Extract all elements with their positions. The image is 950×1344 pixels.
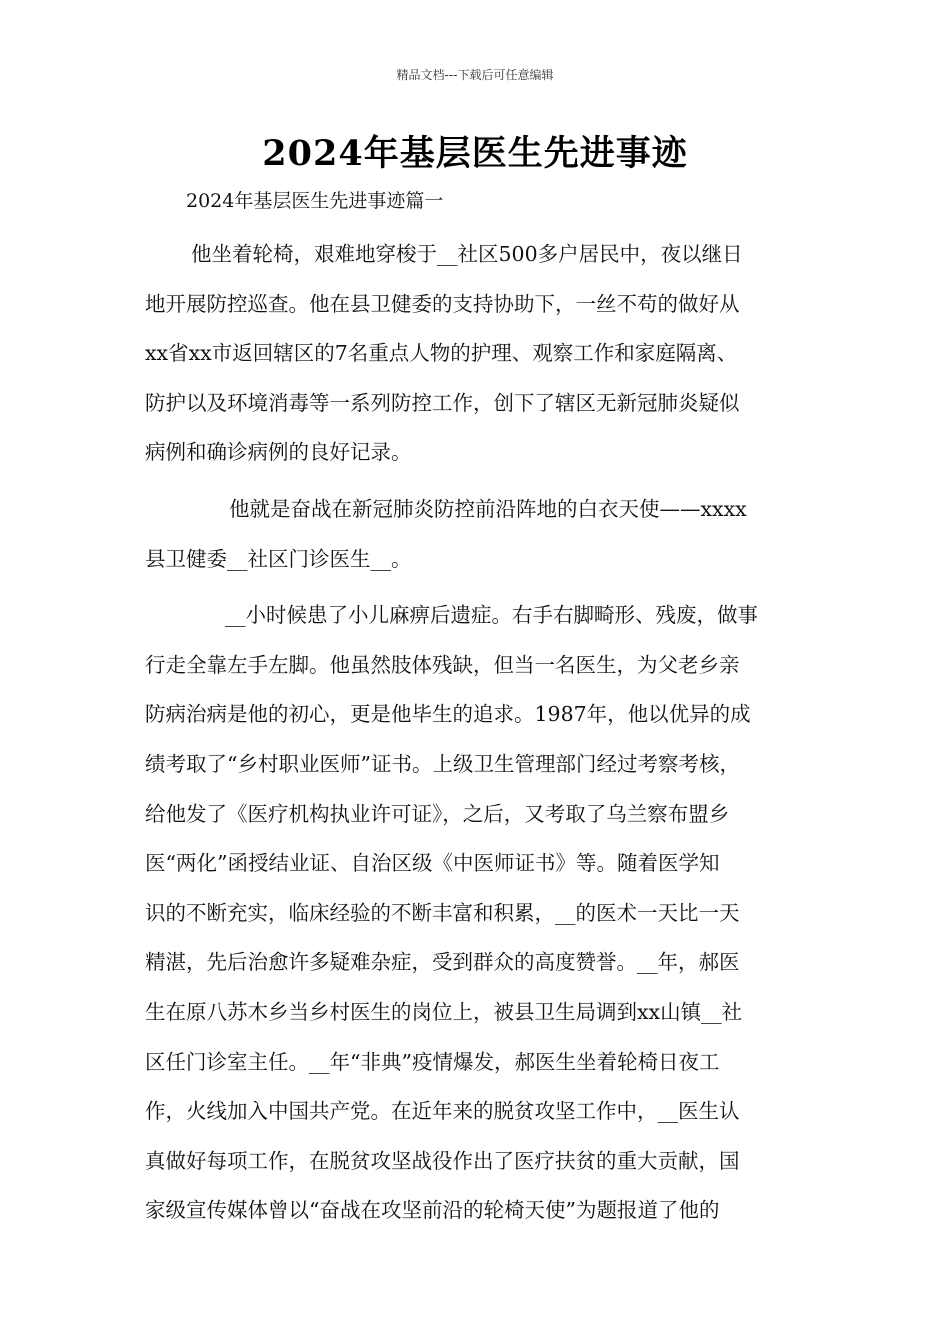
paragraph-line: 给他发了《医疗机构执业许可证》，之后，又考取了乌兰察布盟乡 [145,801,730,826]
section-subtitle: 2024年基层医生先进事迹篇一 [186,190,444,212]
paragraph-line: 县卫健委__社区门诊医生__。 [145,546,412,571]
document-title: 2024年基层医生先进事迹 [262,133,688,174]
page-header: 精品文档---下载后可任意编辑 [396,68,554,82]
paragraph-line: 家级宣传媒体曾以“奋战在攻坚前沿的轮椅天使”为题报道了他的 [145,1198,720,1223]
paragraph-line: 病例和确诊病例的良好记录。 [145,440,412,465]
paragraph-line: xx省xx市返回辖区的7名重点人物的护理、观察工作和家庭隔离、 [145,341,738,366]
paragraph-line: 行走全靠左手左脚。他虽然肢体残缺，但当一名医生，为父老乡亲 [145,652,740,677]
paragraph-line: 医“两化”函授结业证、自治区级《中医师证书》等。随着医学知 [145,851,720,876]
paragraph-line: 识的不断充实，临床经验的不断丰富和积累，__的医术一天比一天 [145,900,740,925]
paragraph-line: 防护以及环境消毒等一系列防控工作，创下了辖区无新冠肺炎疑似 [145,390,740,415]
paragraph-line: 生在原八苏木乡当乡村医生的岗位上，被县卫生局调到xx山镇__社 [145,999,743,1024]
paragraph [145,230,825,478]
paragraph [145,485,825,584]
paragraph-line: 地开展防控巡查。他在县卫健委的支持协助下，一丝不苟的做好从 [145,291,740,316]
paragraph-line: 他坐着轮椅，艰难地穿梭于__社区500多户居民中，夜以继日 [191,242,743,266]
paragraph-line: 防病治病是他的初心，更是他毕生的追求。1987年，他以优异的成 [145,702,751,727]
paragraph-line: 区任门诊室主任。__年“非典”疫情爆发，郝医生坐着轮椅日夜工 [145,1049,720,1074]
paragraph-line: 他就是奋战在新冠肺炎防控前沿阵地的白衣天使——xxxx [229,496,747,521]
paragraph-line: 绩考取了“乡村职业医师”证书。上级卫生管理部门经过考察考核， [145,751,740,776]
paragraph-line: 真做好每项工作，在脱贫攻坚战役作出了医疗扶贫的重大贡献，国 [145,1148,740,1173]
paragraph-line: 精湛，先后治愈许多疑难杂症，受到群众的高度赞誉。__年，郝医 [145,950,740,975]
paragraph-line: __小时候患了小儿麻痹后遗症。右手右脚畸形、残废，做事 [225,603,758,628]
paragraph [145,591,825,1236]
document-body [145,230,825,1236]
paragraph-line: 作，火线加入中国共产党。在近年来的脱贫攻坚工作中，__医生认 [145,1099,740,1124]
